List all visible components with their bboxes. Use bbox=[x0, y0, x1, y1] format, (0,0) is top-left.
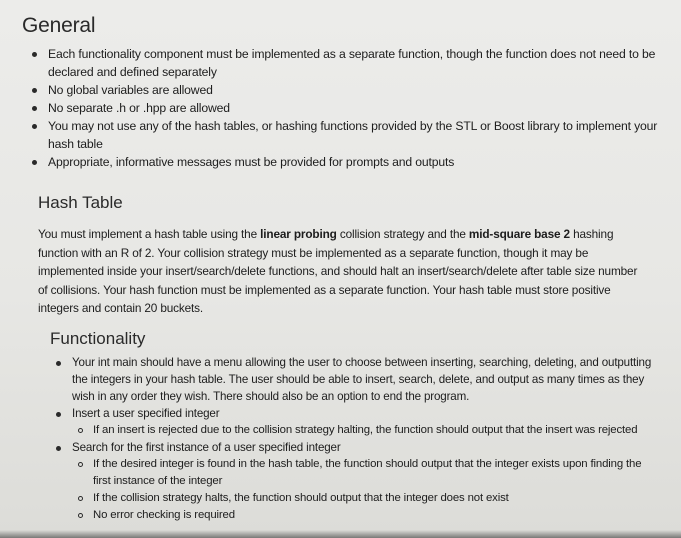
list-item: No global variables are allowed bbox=[30, 81, 677, 99]
sub-list-item: If an insert is rejected due to the collision strategy halting, the function should output that the insert was rejected bbox=[72, 422, 660, 439]
bullet-icon bbox=[32, 52, 37, 57]
sub-list-item: If the collision strategy halts, the function should output that the integer does not exist bbox=[72, 490, 660, 507]
list-item: Each functionality component must be implemented as a separate function, though the function does not need to be declared and defined separately bbox=[30, 45, 677, 81]
sub-list-item: No error checking is required bbox=[72, 507, 660, 524]
hollow-bullet-icon bbox=[78, 462, 83, 467]
bullet-icon bbox=[56, 361, 61, 366]
list-item: Insert a user specified integer If an insert is rejected due to the collision strategy halting, the function should output that the insert was rejected bbox=[54, 405, 660, 439]
list-item: Appropriate, informative messages must be provided for prompts and outputs bbox=[30, 153, 677, 171]
bullet-icon bbox=[32, 88, 37, 93]
functionality-heading: Functionality bbox=[50, 329, 146, 348]
bullet-icon bbox=[56, 446, 61, 451]
hollow-bullet-icon bbox=[78, 496, 83, 501]
sub-list bbox=[72, 422, 660, 439]
bullet-icon bbox=[32, 106, 37, 111]
list-item: You may not use any of the hash tables, or hashing functions provided by the STL or Boost library to implement your hash table bbox=[30, 117, 677, 153]
hollow-bullet-icon bbox=[78, 428, 83, 433]
functionality-section bbox=[50, 329, 660, 524]
hash-table-heading: Hash Table bbox=[38, 193, 123, 212]
bottom-shadow bbox=[0, 530, 681, 538]
general-heading: General bbox=[22, 14, 96, 37]
list-item: Your int main should have a menu allowing the user to choose between inserting, searching, deleting, and outputting the integers in your hash table. The user should be able to insert, search, delete, and output as many times as they wish in any order they wish. There should also be an option to end the program. bbox=[54, 354, 660, 405]
bullet-icon bbox=[32, 124, 37, 129]
bullet-icon bbox=[32, 160, 37, 165]
sub-list bbox=[72, 456, 660, 524]
general-bullet-list bbox=[30, 45, 677, 171]
bullet-icon bbox=[56, 412, 61, 417]
sub-list-item: If the desired integer is found in the hash table, the function should output that the integer exists upon finding the first instance of the integer bbox=[72, 456, 660, 490]
general-section bbox=[22, 14, 677, 171]
hash-table-section bbox=[38, 193, 650, 318]
hash-table-paragraph: You must implement a hash table using the linear probing collision strategy and the mid-square base 2 hashing function with an R of 2. Your collision strategy must be implemented as a separate function, though it may be implemented inside your insert/search/delete functions, and should halt an insert/search/delete after table size number of collisions. Your hash function must be implemented as a separate function. Your hash table must store positive integers and contain 20 buckets. bbox=[38, 227, 638, 315]
list-item: No separate .h or .hpp are allowed bbox=[30, 99, 677, 117]
hollow-bullet-icon bbox=[78, 513, 83, 518]
functionality-bullet-list bbox=[54, 354, 660, 524]
list-item: Search for the first instance of a user specified integer If the desired integer is found in the hash table, the function should output that the integer exists upon finding the first instance of the integer If the collision strategy halts, the function should output that the integer does not exist No error checking is required bbox=[54, 439, 660, 524]
